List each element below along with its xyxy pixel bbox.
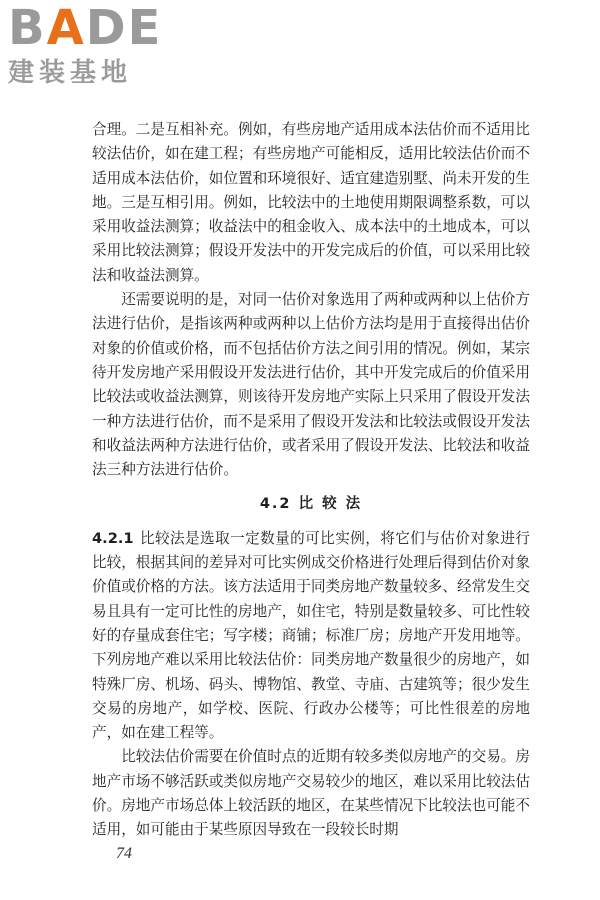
section-title: 4.2 比 较 法 (259, 496, 363, 513)
logo-letter-b: B (8, 0, 47, 56)
paragraph-2: 还需要说明的是，对同一估价对象选用了两种或两种以上估价方法进行估价，是指该两种或两种以上估价方法均是用于直接得出估价对象的价值或价格，而不包括估价方法之间引用的情况。例如，某宗待开发房地产采用假设开发法进行估价，其中开发完成后的价值采用比较法或收益法测算，则该待开发房地产实际上只采用了假设开发法一种方法进行估价，而不是采用了假设开发法和比较法或假设开发法和收益法两种方法进行估价，或者采用了假设开发法、比较法和收益法三种方法进行估价。 (92, 291, 530, 479)
clause-4-2-1 (92, 527, 530, 746)
logo-wordmark (8, 0, 163, 56)
logo-letters-de: DE (85, 0, 163, 56)
clause-number: 4.2.1 (92, 529, 134, 547)
bade-logo (8, 0, 188, 94)
logo-subtitle: 建装基地 (8, 58, 133, 88)
logo-letter-a: A (46, 0, 86, 56)
page-content (92, 118, 530, 843)
paragraph-3: 比较法估价需要在价值时点的近期有较多类似房地产的交易。房地产市场不够活跃或类似房地产交易较少的地区，难以采用比较法估价。房地产市场总体上较活跃的地区，在某些情况下比较法也可能不适用，如可能由于某些原因导致在一段较长时期 (92, 748, 530, 839)
page-number: 74 (116, 845, 132, 862)
clause-text: 比较法是选取一定数量的可比实例，将它们与估价对象进行比较，根据其间的差异对可比实例成交价格进行处理后得到估价对象价值或价格的方法。该方法适用于同类房地产数量较多、经常发生交易且具有一定可比性的房地产，如住宅，特别是数量较多、可比性较好的存量成套住宅；写字楼；商铺；标准厂房；房地产开发用地等。下列房地产难以采用比较法估价：同类房地产数量很少的房地产，如特殊厂房、机场、码头、博物馆、教堂、寺庙、古建筑等；很少发生交易的房地产，如学校、医院、行政办公楼等；可比性很差的房地产，如在建工程等。 (92, 529, 530, 742)
paragraph-1: 合理。二是互相补充。例如，有些房地产适用成本法估价而不适用比较法估价，如在建工程；有些房地产可能相反，适用比较法估价而不适用成本法估价，如位置和环境很好、适宜建造别墅、尚未开发的生地。三是互相引用。例如，比较法中的土地使用期限调整系数，可以采用收益法测算；收益法中的租金收入、成本法中的土地成本，可以采用比较法测算；假设开发法中的开发完成后的价值，可以采用比较法和收益法测算。 (92, 121, 530, 284)
